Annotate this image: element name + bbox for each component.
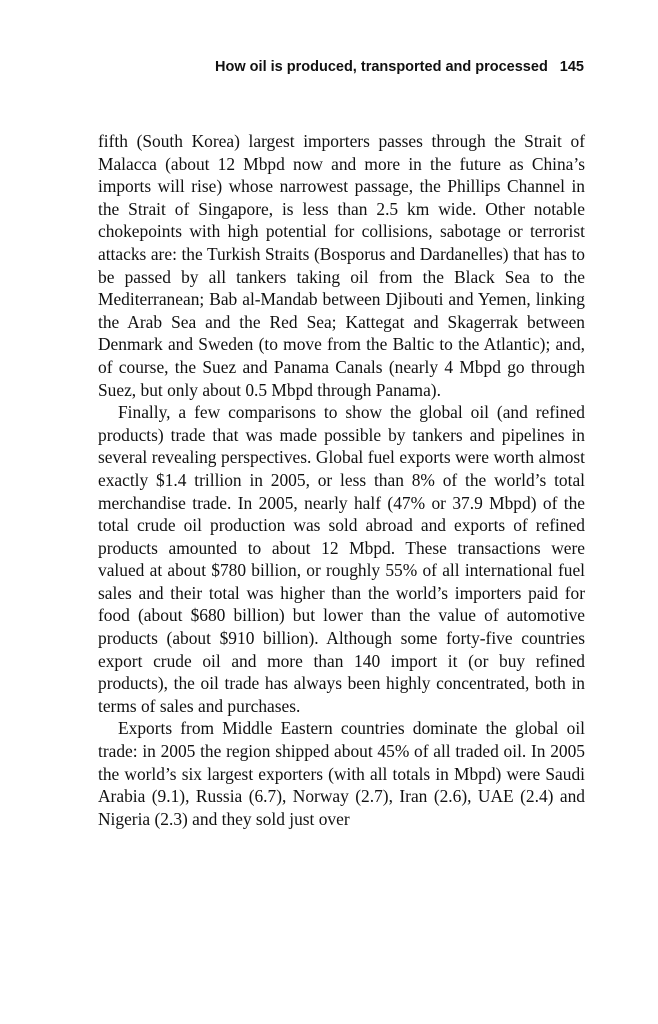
paragraph-middle-east-exports: Exports from Middle Eastern countries dominate the global oil trade: in 2005 the region shipped about 45% of all traded oil. In 2005 the world’s six largest exporters (with all totals in Mbpd) were Saudi Arabia (9.1), Russia (6.7), Norway (2.7), Iran (2.6), UAE (2.4) and Nigeria (2.3) and they sold just over <box>98 718 585 829</box>
page-number: 145 <box>559 59 584 75</box>
running-title: How oil is produced, transported and processed <box>215 59 548 75</box>
body-text <box>98 130 585 830</box>
running-header <box>215 58 584 76</box>
paragraph-continued: fifth (South Korea) largest importers passes through the Strait of Malacca (about 12 Mbpd now and more in the future as China’s imports will rise) whose narrowest passage, the Phillips Channel in the Strait of Singapore, is less than 2.5 km wide. Other notable chokepoints with high potential for collisions, sabotage or terrorist attacks are: the Turkish Straits (Bosporus and Dardanelles) that has to be passed by all tankers taking oil from the Black Sea to the Mediterranean; Bab al-Mandab between Djibouti and Yemen, linking the Arab Sea and the Red Sea; Kattegat and Skagerrak between Denmark and Sweden (to move from the Baltic to the Atlantic); and, of course, the Suez and Panama Canals (nearly 4 Mbpd go through Suez, but only about 0.5 Mbpd through Panama). <box>98 131 585 400</box>
paragraph-oil-trade-comparisons: Finally, a few comparisons to show the global oil (and refined products) trade that was made possible by tankers and pipelines in several revealing perspectives. Global fuel exports were worth almost exactly $1.4 trillion in 2005, or less than 8% of the world’s total merchandise trade. In 2005, nearly half (47% or 37.9 Mbpd) of the total crude oil production was sold abroad and exports of refined products amounted to about 12 Mbpd. These transactions were valued at about $780 billion, or roughly 55% of all international fuel sales and their total was higher than the world’s importers paid for food (about $680 billion) but lower than the value of automotive products (about $910 billion). Although some forty-five countries export crude oil and more than 140 import it (or buy refined products), the oil trade has always been highly concentrated, both in terms of sales and purchases. <box>98 402 585 716</box>
